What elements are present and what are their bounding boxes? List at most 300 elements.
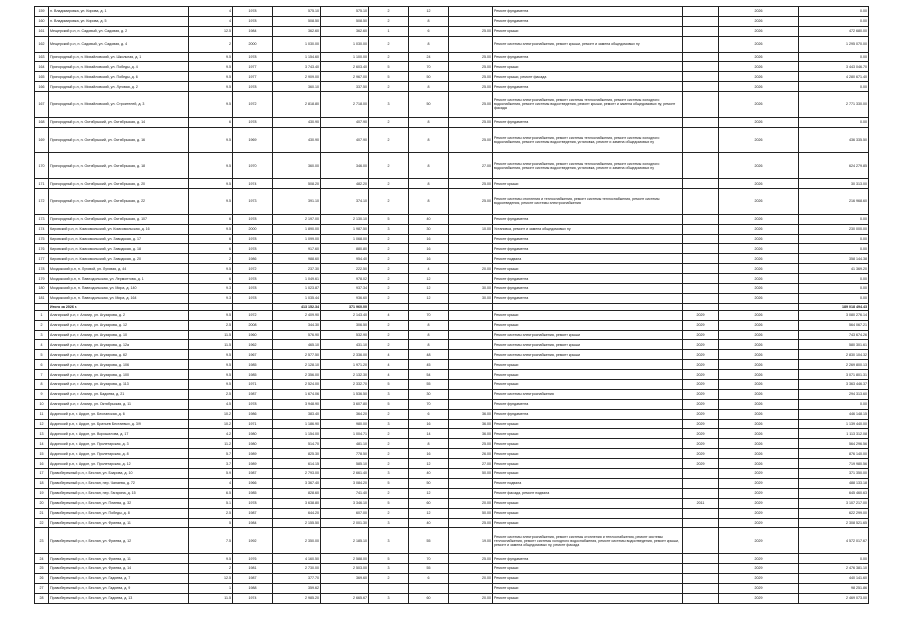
cell-address: Пригородный р-н, п. Октябрьский, ул. Октябрьская, д. 14 [49,117,189,127]
cell-floors: 3 [369,389,409,399]
cell-apartments [409,583,449,593]
cell-col11 [683,518,719,528]
cell-due-year: 2026 [719,310,799,320]
cell-wear [449,370,493,380]
cell-area-total: 576.90 [273,330,321,340]
cell-wear [449,583,493,593]
table-row [35,179,869,189]
cell-year: 1978 [233,234,273,244]
cell-cost: 564 067.21 [799,320,869,330]
cell-area-total: 362.60 [273,26,321,36]
cell-area-living: 532.90 [321,330,369,340]
cell-address: Пригородный р-н, п. Октябрьский, ул. Октябрьская, д. 20 [49,179,189,189]
cell-work-type: Ремонт системы электроснабжения, ремонт системы отопления и теплоснабжения, ремонт системы теплоснабжения, ремонт системы холодного водоснабжения, ремонт системы водоотведения, ремонт крыши, ремонт и замена общедомовых пу, ремонт фасада [493,528,683,554]
cell-area-living: 978.02 [321,274,369,284]
cell-address: Алагирский р-н, г. Алагир, ул. Агузарова, д. 12а [49,340,189,350]
cell-apartments: 6 [409,26,449,36]
cell-area-living: 1 100.00 [321,52,369,62]
cell-work-type: Ремонт крыши [493,498,683,508]
cell-floors: 1 [369,26,409,36]
cell-col3: 2 [189,564,233,574]
cell-work-type: Ремонт крыши [493,449,683,459]
cell-due-year: 2026 [719,72,799,82]
cell-col11: 2029 [683,439,719,449]
cell-due-year: 2026 [719,244,799,254]
cell-number: 4 [35,340,49,350]
table-row [35,320,869,330]
cell-wear: 25.00 [449,439,493,449]
cell-year: 1984 [233,518,273,528]
cell-col3: 2.5 [189,320,233,330]
cell-area-total: 465.10 [273,340,321,350]
cell-floors: 2 [369,254,409,264]
cell-cost: 2 830 104.32 [799,350,869,360]
cell-wear [449,16,493,26]
cell-due-year: 2026 [719,224,799,234]
cell-address: Пригородный р-н, п. Михайловский, ул. Луговая, д. 2 [49,82,189,92]
cell-work-type: Ремонт системы электроснабжения, ремонт системы теплоснабжения, ремонт системы холодного водоснабжения, ремонт системы водоотведения, установка, ремонт и замена общедомовых пу [493,153,683,179]
cell-year: 1988 [233,583,273,593]
cell-area-total: 3 367.40 [273,478,321,488]
cell-year: 1985 [233,360,273,370]
cell-floors: 4 [369,350,409,360]
cell-wear [449,478,493,488]
cell-year: 1972 [233,264,273,274]
cell-cost: 0.00 [799,117,869,127]
cell-floors: 4 [369,370,409,380]
cell-apartments: 8 [409,117,449,127]
cell-col11: 2029 [683,340,719,350]
cell-area-living: 575.10 [321,7,369,17]
cell-area-total: 2 793.00 [273,469,321,479]
cell-cost: 216 968.60 [799,189,869,215]
cell-col11: 2029 [683,429,719,439]
total-label: Итого за 2026 г. [49,303,189,310]
cell-wear [449,380,493,390]
cell-area-living: 2 143.40 [321,310,369,320]
cell-col11 [683,478,719,488]
cell-cost: 3 363 446.37 [799,380,869,390]
cell-area-total: 2 818.80 [273,92,321,118]
cell-col3: 9.5 [189,370,233,380]
cell-apartments: 8 [409,127,449,153]
cell-year: 1973 [233,189,273,215]
cell-number: 12 [35,419,49,429]
cell-cost: 580 301.61 [799,340,869,350]
cell-wear: 25.00 [449,92,493,118]
cell-year: 1985 [233,488,273,498]
cell-cost: 2 269 800.13 [799,360,869,370]
cell-area-living: 937.34 [321,284,369,294]
cell-wear: 25.00 [449,52,493,62]
cell-number: 28 [35,593,49,603]
cell-col3: 12.5 [189,573,233,583]
cell-apartments: 48 [409,350,449,360]
cell-cost: 0.00 [799,244,869,254]
cell-due-year: 2026 [719,153,799,179]
cell-wear [449,564,493,574]
cell-year: 1962 [233,340,273,350]
cell-cost: 0.00 [799,214,869,224]
cell-number: 6 [35,360,49,370]
cell-col11: 2029 [683,399,719,409]
cell-wear [449,340,493,350]
cell-number: 3 [35,330,49,340]
cell-area-total: 391.10 [273,189,321,215]
cell-col3: 11.5 [189,330,233,340]
cell-col11 [683,264,719,274]
cell-wear: 20.00 [449,264,493,274]
cell-due-year: 2026 [719,320,799,330]
cell-apartments: 6 [409,573,449,583]
cell-due-year: 2026 [719,234,799,244]
cell-address: Правобережный р-н, г. Беслан, ул. Фриева, д. 14 [49,564,189,574]
cell-year: 1987 [233,573,273,583]
cell-due-year: 2026 [719,340,799,350]
cell-cost: 98 251.86 [799,583,869,593]
cell-floors: 2 [369,244,409,254]
cell-area-living: 2 332.70 [321,380,369,390]
table-row [35,153,869,179]
cell-cost: 2 308 521.65 [799,518,869,528]
cell-floors: 3 [369,593,409,603]
cell-col11 [683,583,719,593]
cell-cost: 3 443 046.70 [799,62,869,72]
table-row [35,16,869,26]
cell-apartments: 45 [409,360,449,370]
cell-area-living [321,583,369,593]
cell-work-type: Ремонт системы отопления и теплоснабжения, ремонт системы теплоснабжения, ремонт системы водоотведения, ремонт системы электроснабжения [493,189,683,215]
cell-apartments: 8 [409,36,449,52]
cell-col11: 2029 [683,350,719,360]
cell-apartments: 70 [409,554,449,564]
cell-col3: 10.2 [189,419,233,429]
cell-area-total: 828.60 [273,488,321,498]
cell-address: Правобережный р-н, г. Беслан, ул. Гадиева, д. 9 [49,583,189,593]
cell-address: Алагирский р-н, г. Алагир, ул. Агузарова, д. 62 [49,350,189,360]
cell-number: 21 [35,508,49,518]
cell-col3: 9.5 [189,264,233,274]
cell-work-type: Ремонт фундамента [493,52,683,62]
cell-col11 [683,26,719,36]
cell-area-total: 2 730.00 [273,564,321,574]
cell-col11: 2029 [683,380,719,390]
cell-col3: 4.5 [189,399,233,409]
cell-apartments: 6 [409,409,449,419]
cell-apartments: 60 [409,498,449,508]
cell-work-type: Ремонт крыши [493,264,683,274]
cell-number: 169 [35,127,49,153]
cell-number: 27 [35,583,49,593]
cell-cost: 0.00 [799,52,869,62]
cell-area-total: 1 154.60 [273,52,321,62]
cell-col11: 2029 [683,449,719,459]
cell-address: Правобережный р-н, г. Беслан, ул. Гадиева, д. 13 [49,593,189,603]
cell-due-year: 2026 [719,92,799,118]
table-row [35,498,869,508]
cell-work-type: Ремонт подвала [493,478,683,488]
cell-area-living: 607.00 [321,508,369,518]
cell-area-total: 1 023.87 [273,284,321,294]
table-row [35,52,869,62]
cell-col3: 2 [189,36,233,52]
cell-cost: 564 296.56 [799,439,869,449]
cell-year: 1989 [233,449,273,459]
cell-apartments: 40 [409,518,449,528]
table-row [35,429,869,439]
cell-due-year: 2026 [719,7,799,17]
cell-col11 [683,117,719,127]
cell-area-living: 741.40 [321,488,369,498]
cell-wear: 30.00 [449,284,493,294]
cell-work-type: Ремонт фундамента [493,399,683,409]
cell-col11: 2029 [683,330,719,340]
cell-empty [409,303,449,310]
cell-col11 [683,564,719,574]
cell-work-type: Ремонт крыши [493,429,683,439]
cell-address: Алагирский р-н, г. Алагир, ул. Октябрьская, д. 11 [49,399,189,409]
cell-apartments: 8 [409,189,449,215]
cell-number: 172 [35,189,49,215]
cell-col3: 9.5 [189,189,233,215]
cell-wear: 20.00 [449,573,493,583]
cell-due-year: 2026 [719,419,799,429]
cell-floors: 2 [369,293,409,303]
table-row [35,508,869,518]
cell-area-living: 362.60 [321,26,369,36]
cell-col3: 9.5 [189,224,233,234]
cell-number: 25 [35,564,49,574]
cell-area-total: 430.90 [273,117,321,127]
cell-number: 161 [35,26,49,36]
cell-wear [449,214,493,224]
cell-col3: 11.2 [189,439,233,449]
cell-due-year: 2029 [719,469,799,479]
cell-area-total: 1 186.90 [273,419,321,429]
cell-work-type: Ремонт фундамента [493,7,683,17]
cell-wear [449,244,493,254]
cell-number: 9 [35,389,49,399]
cell-due-year: 2026 [719,360,799,370]
cell-area-living: 778.50 [321,449,369,459]
cell-col3: 6.5 [189,488,233,498]
cell-col3: 9.3 [189,284,233,294]
table-row [35,573,869,583]
table-row [35,254,869,264]
cell-floors: 2 [369,82,409,92]
cell-year: 1986 [233,254,273,264]
cell-number: 24 [35,554,49,564]
document-page [34,6,868,604]
cell-area-living: 2 130.10 [321,214,369,224]
table-row [35,399,869,409]
cell-work-type: Ремонт фасада, ремонт подвала [493,488,683,498]
cell-address: Мещерский р-н, п. Садовый, ул. Садовая, д. 2 [49,26,189,36]
cell-area-total: 360.10 [273,82,321,92]
cell-apartments: 16 [409,234,449,244]
cell-address: п. Владимировка, ул. Кирова, д. 5 [49,16,189,26]
cell-area-total: 3 638.80 [273,498,321,508]
cell-floors: 2 [369,7,409,17]
cell-col11: 2011 [683,498,719,508]
cell-wear [449,350,493,360]
cell-due-year: 2026 [719,330,799,340]
cell-address: Ардонский р-н, г. Ардон, ул. Пролетарская, д. 3 [49,439,189,449]
cell-col3: 9.5 [189,310,233,320]
cell-floors: 2 [369,264,409,274]
cell-col11 [683,153,719,179]
cell-address: Алагирский р-н, г. Алагир, ул. Бадоева, д. 21 [49,389,189,399]
table-row [35,439,869,449]
cell-cost: 0.00 [799,554,869,564]
cell-work-type: Ремонт крыши [493,26,683,36]
cell-area-total: 2 409.90 [273,310,321,320]
cell-wear: 27.00 [449,153,493,179]
cell-due-year: 2026 [719,62,799,72]
table-row [35,350,869,360]
cell-col3: 9.3 [189,293,233,303]
cell-floors: 2 [369,449,409,459]
cell-area-living: 1 536.50 [321,389,369,399]
cell-wear: 50.00 [449,508,493,518]
cell-floors: 2 [369,284,409,294]
cell-empty [683,303,719,310]
cell-year: 1977 [233,62,273,72]
cell-col3: 6 [189,274,233,284]
cell-area-total: 1 035.44 [273,293,321,303]
cell-work-type: Ремонт фундамента [493,284,683,294]
cell-area-living: 2 336.00 [321,350,369,360]
cell-wear: 25.00 [449,554,493,564]
cell-cost: 624 279.85 [799,153,869,179]
cell-address: Кировский р-н, п. Комсомольский, ул. Заводская, д. 20 [49,254,189,264]
cell-area-living: 369.60 [321,573,369,583]
cell-col3: 9.5 [189,92,233,118]
cell-year: 1960 [233,330,273,340]
table-row [35,459,869,469]
cell-number: 168 [35,117,49,127]
cell-floors: 4 [369,310,409,320]
total-area-living: 371 960.00 [321,303,369,310]
cell-address: Правобережный р-н, г. Беслан, ул. Гадиева, д. 7 [49,573,189,583]
cell-address: Пригородный р-н, п. Октябрьский, ул. Октябрьская, д. 22 [49,189,189,215]
cell-year: 1987 [233,508,273,518]
cell-col11 [683,284,719,294]
cell-floors: 2 [369,439,409,449]
cell-cost: 1 139 440.00 [799,419,869,429]
cell-address: Пригородный р-н, п. Октябрьский, ул. Октябрьская, д. 18 [49,153,189,179]
cell-cost: 743 674.26 [799,330,869,340]
cell-due-year: 2026 [719,439,799,449]
cell-address: Правобережный р-н, г. Беслан, ул. Победы, д. 8 [49,508,189,518]
cell-due-year: 2026 [719,36,799,52]
cell-area-total: 2 985.20 [273,593,321,603]
cell-address: Кировский р-н, п. Комсомольский, ул. Заводская, д. 17 [49,234,189,244]
cell-apartments: 8 [409,153,449,179]
cell-col11 [683,36,719,52]
cell-area-living: 346.00 [321,153,369,179]
cell-area-living: 3 084.20 [321,478,369,488]
cell-year: 1978 [233,214,273,224]
cell-address: Правобережный р-н, г. Беслан, ул. Фриева, д. 12 [49,528,189,554]
cell-year: 1978 [233,244,273,254]
cell-area-total: 2 350.00 [273,528,321,554]
table-row [35,478,869,488]
table-row [35,244,869,254]
cell-floors: 2 [369,117,409,127]
table-row [35,518,869,528]
cell-col3: 4 [189,16,233,26]
cell-due-year: 2026 [719,189,799,215]
cell-wear [449,320,493,330]
cell-cost: 876 140.00 [799,449,869,459]
table-row [35,389,869,399]
cell-apartments: 12 [409,508,449,518]
total-row [35,303,869,310]
cell-apartments: 55 [409,528,449,554]
cell-due-year: 2029 [719,554,799,564]
table-row [35,583,869,593]
cell-col11: 2029 [683,409,719,419]
cell-area-total: 2 197.00 [273,214,321,224]
cell-apartments: 70 [409,310,449,320]
table-row [35,469,869,479]
cell-wear [449,36,493,52]
cell-col3: 4.2 [189,429,233,439]
table-row [35,117,869,127]
cell-area-living: 482.20 [321,179,369,189]
cell-area-total: 2 577.50 [273,350,321,360]
cell-col11 [683,274,719,284]
cell-col3: 1 [189,583,233,593]
cell-cost: 30 313.00 [799,179,869,189]
cell-number: 11 [35,409,49,419]
cell-work-type: Ремонт крыши [493,360,683,370]
cell-area-living: 880.80 [321,244,369,254]
cell-number: 1 [35,310,49,320]
cell-year: 1977 [233,72,273,82]
cell-area-total: 4 160.50 [273,554,321,564]
cell-area-living: 2 661.40 [321,469,369,479]
cell-work-type: Ремонт фундамента [493,16,683,26]
cell-col11: 2029 [683,389,719,399]
cell-wear [449,274,493,284]
cell-work-type: Установка, ремонт и замена общедомовых пу [493,224,683,234]
cell-year: 1986 [233,409,273,419]
cell-number: 16 [35,459,49,469]
cell-area-living: 2 503.00 [321,564,369,574]
cell-area-living: 407.90 [321,127,369,153]
cell-apartments: 70 [409,399,449,409]
cell-address: Правобережный р-н, г. Беслан, пер. Гагарина, д. 15 [49,488,189,498]
cell-work-type: Ремонт фундамента [493,274,683,284]
cell-area-living: 1 068.00 [321,234,369,244]
table-row [35,7,869,17]
cell-due-year: 2026 [719,82,799,92]
cell-work-type: Ремонт крыши [493,593,683,603]
cell-apartments: 12 [409,274,449,284]
cell-year: 1972 [233,92,273,118]
cell-col3: 6 [189,117,233,127]
cell-number: 175 [35,234,49,244]
cell-wear: 50.00 [449,469,493,479]
cell-col11: 2029 [683,310,719,320]
cell-apartments: 40 [409,214,449,224]
cell-year: 1974 [233,179,273,189]
cell-apartments: 50 [409,72,449,82]
cell-col3: 3.7 [189,459,233,469]
cell-apartments: 8 [409,320,449,330]
